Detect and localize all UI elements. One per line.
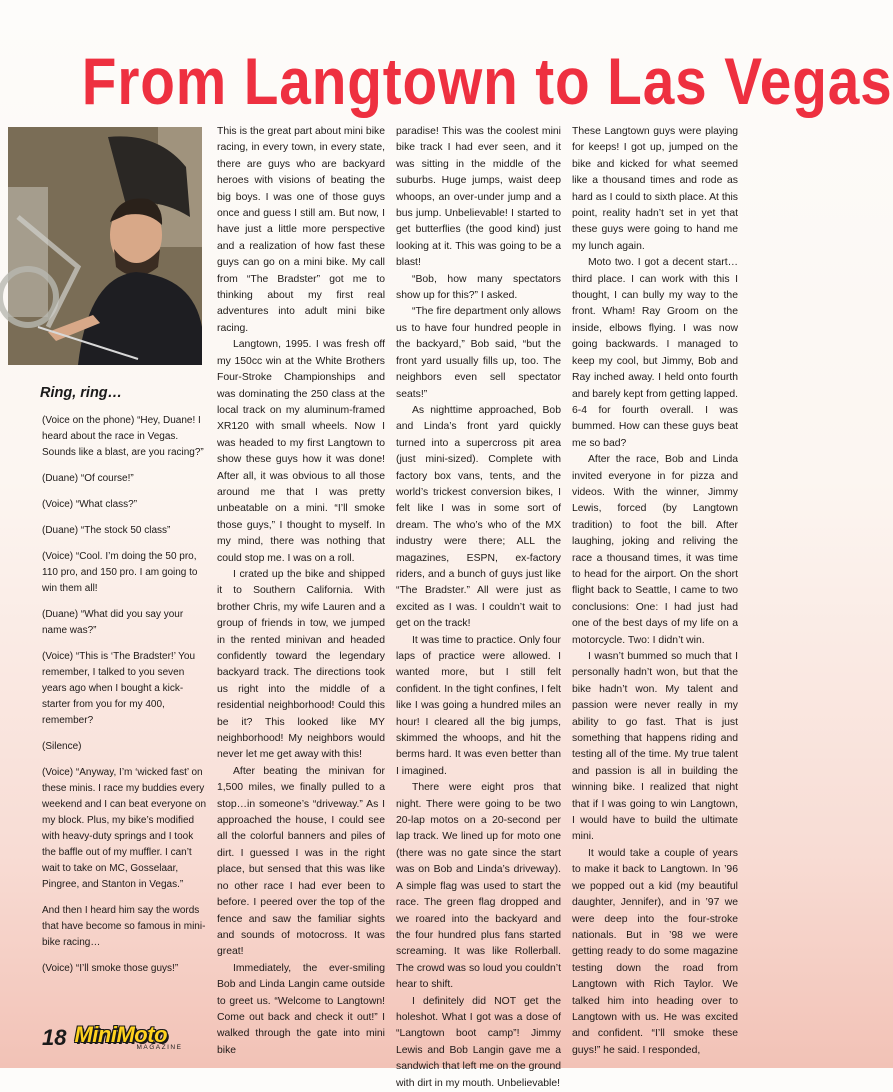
article-paragraph: I definitely did NOT get the holeshot. What I got was a dose of “Langtown boot camp”! Jimmy Lewis and Bob Langin gave me a sandwich that left me on the ground with dirt in my mouth. Unbelievable! xyxy=(396,995,561,1089)
page-footer xyxy=(42,1024,224,1052)
article-paragraph: As nighttime approached, Bob and Linda’s front yard quickly turned into a supercross pit area (just mini-sized). Complete with factory box vans, tents, and the world’s trickest conversion bikes, I felt like I was in some sort of dream. The who’s who of the MX industry were there; ALL the magazines, ESPN, ex-factory riders, and a bunch of guys just like “The Bradster.” All were just as excited as I was. I couldn’t wait to get on the track! xyxy=(396,404,561,630)
article-column-2 xyxy=(396,124,561,1092)
logo-wordmark: MiniMoto xyxy=(74,1022,168,1047)
sidebar-paragraph: (Voice) “Cool. I’m doing the 50 pro, 110 pro, and 150 pro. I am going to win them all! xyxy=(42,551,198,594)
sidebar-paragraph: (Duane) “Of course!” xyxy=(42,473,134,484)
sidebar-paragraph: And then I heard him say the words that have become so famous in mini-bike racing… xyxy=(42,905,206,948)
sidebar-paragraph: (Duane) “What did you say your name was?” xyxy=(42,609,184,636)
article-paragraph: “The fire department only allows us to have four hundred people in the backyard,” Bob said, “but the front yard usually fills up, too. The neighbors even sell spectator seats!” xyxy=(396,306,561,400)
sidebar-heading: Ring, ring… xyxy=(40,385,123,401)
sidebar-paragraph: (Voice) “What class?” xyxy=(42,499,138,510)
article-paragraph: It would take a couple of years to make it back to Langtown. In ’96 we popped out a kid (my beautiful daughter, Jennifer), and in ’97 we were deep into the four-stroke nationals. But in ’98 we were getting ready to do some magazine testing down the road from Langtown with Rich Taylor. We talked him into heading over to Langtown with us. He was excited and confident. “I’ll smoke these guys!” he said. I responded, xyxy=(572,847,738,1056)
article-column-1 xyxy=(217,124,385,1059)
sidebar-column xyxy=(42,384,207,987)
article-title: From Langtown to Las Vegas xyxy=(81,44,893,118)
sidebar-paragraph: (Voice) “Anyway, I’m ‘wicked fast’ on these minis. I race my buddies every weekend and I can beat everyone on my block. Plus, my bike’s modified with heavy-duty springs and I took the baffle out of my muffler. I can’t wait to take on MC, Gosselaar, Pingree, and Stanton in Vegas.” xyxy=(42,767,207,890)
article-paragraph: There were eight pros that night. There were going to be two 20-lap motos on a 20-second per lap track. We lined up for moto one (there was no gate since the start was on Bob and Linda’s driveway). A simple flag was used to start the race. The green flag dropped and we roared into the backyard and the four hundred plus fans started screaming. It was like Rollerball. The crowd was so loud you couldn’t hear to shift. xyxy=(396,782,561,991)
sidebar-paragraph: (Voice on the phone) “Hey, Duane! I heard about the race in Vegas. Sounds like a blast, are you racing?” xyxy=(42,415,204,458)
sidebar-paragraph: (Voice) “This is ‘The Bradster!’ You remember, I talked to you seven years ago when I bought a kick-starter from you for my 400, remember? xyxy=(42,651,196,726)
magazine-logo xyxy=(74,1024,224,1052)
article-paragraph: Langtown, 1995. I was fresh off my 150cc win at the White Brothers Four-Stroke Championships and was dominating the 250 class at the local track on my aluminum-framed XR120 with small wheels. Now I was headed to my first Langtown to show these guys how it was done! After all, it was obvious to all those around me that I was pretty unbeatable on a mini. “I’ll smoke those guys,” I thought to myself. In my mind, there was nothing that could stop me. I was on a roll. xyxy=(217,339,385,564)
logo-subtitle: MAGAZINE xyxy=(136,1044,183,1051)
page-number: 18 xyxy=(42,1025,67,1050)
article-column-3 xyxy=(572,124,738,1059)
article-paragraph: “Bob, how many spectators show up for this?” I asked. xyxy=(396,273,561,302)
sidebar-paragraph: (Voice) “I’ll smoke those guys!” xyxy=(42,963,179,974)
article-paragraph: After beating the minivan for 1,500 miles, we finally pulled to a stop…in someone’s “driveway.” As I approached the house, I could see all the colorful banners and piles of dirt. I guessed I was in the right place, but sensed that this was like no other race I had ever been to before. I peered over the top of the fence and saw the familiar sights and sounds of motocross. It was great! xyxy=(217,765,385,958)
article-paragraph: I wasn’t bummed so much that I personally hadn’t won, but that the bike hadn’t won. My talent and passion were never really in my ability to go fast. That is just something that happens riding and testing all of the time. My true talent and passion is all in building the winning bike. I realized that night that if I was going to win Langtown, I would have to build the ultimate mini. xyxy=(572,651,738,843)
article-photo xyxy=(8,127,202,365)
article-paragraph: After the race, Bob and Linda invited everyone in for pizza and videos. With the winner, Jimmy Lewis, forced (by Langtown tradition) to foot the bill. After laughing, joking and reliving the race a thousand times, it was time to head for the airport. On the short flight back to Seattle, I came to two conclusions: One: I had just had one of the best days of my life on a motorcycle. Two: I didn’t win. xyxy=(572,454,738,646)
article-paragraph: This is the great part about mini bike racing, in every town, in every state, there are guys who are backyard heroes with visions of beating the big boys. I was one of those guys once and guess I still am. But now, I have just a little more perspective and a realization of how fast these guys can go on a mini bike. My call from “The Bradster” got me to thinking about my first real adventures into adult mini bike racing. xyxy=(217,126,385,334)
article-paragraph: These Langtown guys were playing for keeps! I got up, jumped on the bike and kicked for what seemed like a thousand times and rode as hard as I could to sixth place. At this point, reality hadn’t set in yet that these guys were going to hand me my lunch again. xyxy=(572,126,738,252)
article-paragraph: It was time to practice. Only four laps of practice were allowed. I wanted more, but I still felt confident. In the tight confines, I felt like I was going a hundred miles an hour! I cleared all the big jumps, skimmed the whoops, and hit the berms hard. It was even better than I imagined. xyxy=(396,634,561,777)
article-paragraph: Immediately, the ever-smiling Bob and Linda Langin came outside to greet us. “Welcome to Langtown! Come out back and check it out!” I walked through the gate into mini bike xyxy=(217,962,385,1056)
sidebar-paragraph: (Silence) xyxy=(42,741,82,752)
article-paragraph: Moto two. I got a decent start…third place. I can work with this I thought, I can bully my way to the front. Wham! Ray Groom on the inside, elbows flying. I was now going backwards. I managed to keep my cool, but Jimmy, Bob and Ray inched away. I held onto fourth and barely kept from getting lapped. 6-4 for fourth overall. I was bummed. How can these guys beat me so bad? xyxy=(572,257,738,449)
sidebar-paragraph: (Duane) “The stock 50 class” xyxy=(42,525,171,536)
article-paragraph: I crated up the bike and shipped it to Southern California. With brother Chris, my wife Lauren and a group of friends in tow, we jumped in the rented minivan and headed confidently toward the legendary backyard track. The directions took us right into the middle of a residential neighborhood! Could this be it? This looked like MY neighborhood! My neighbors would never let me get away with this! xyxy=(217,568,385,761)
article-paragraph: paradise! This was the coolest mini bike track I had ever seen, and it was sitting in the middle of the suburbs. Huge jumps, waist deep whoops, an over-under jump and a bus jump. Unbelievable! I started to get butterflies (the good kind) just looking at it. This was going to be a blast! xyxy=(396,126,561,269)
